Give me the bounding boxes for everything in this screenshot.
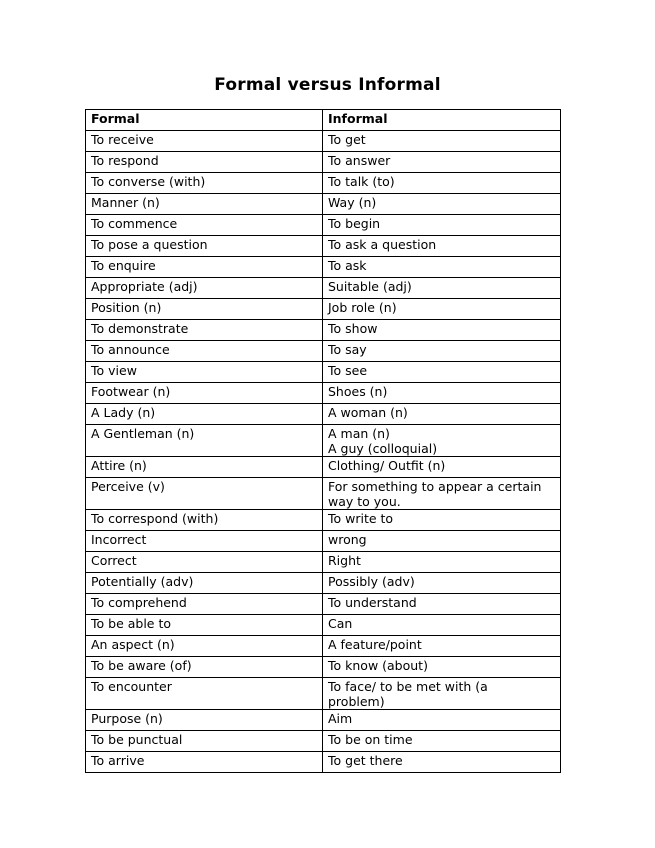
table-row bbox=[86, 341, 561, 362]
informal-text: To know (about) bbox=[328, 658, 428, 673]
informal-text: Aim bbox=[328, 711, 353, 726]
formal-cell bbox=[86, 615, 323, 636]
informal-cell bbox=[323, 194, 561, 215]
formal-text: Position (n) bbox=[91, 300, 162, 315]
informal-cell bbox=[323, 383, 561, 404]
informal-cell bbox=[323, 731, 561, 752]
formal-text: To encounter bbox=[91, 679, 172, 694]
formal-text: An aspect (n) bbox=[91, 637, 175, 652]
formal-text: Correct bbox=[91, 553, 137, 568]
table-row bbox=[86, 510, 561, 531]
table-row bbox=[86, 678, 561, 710]
informal-cell bbox=[323, 573, 561, 594]
informal-cell bbox=[323, 215, 561, 236]
informal-text: A man (n) bbox=[328, 426, 390, 441]
informal-cell bbox=[323, 404, 561, 425]
informal-cell bbox=[323, 510, 561, 531]
table-row bbox=[86, 457, 561, 478]
informal-text: To say bbox=[328, 342, 367, 357]
table-row bbox=[86, 131, 561, 152]
informal-cell bbox=[323, 341, 561, 362]
informal-text: A woman (n) bbox=[328, 405, 408, 420]
formal-text: To comprehend bbox=[91, 595, 187, 610]
formal-text: To demonstrate bbox=[91, 321, 189, 336]
informal-cell bbox=[323, 636, 561, 657]
formal-text: To be aware (of) bbox=[91, 658, 192, 673]
table-row bbox=[86, 552, 561, 573]
informal-cell bbox=[323, 752, 561, 773]
formal-text: To correspond (with) bbox=[91, 511, 219, 526]
informal-cell bbox=[323, 615, 561, 636]
informal-text: Possibly (adv) bbox=[328, 574, 415, 589]
formal-text: To view bbox=[91, 363, 137, 378]
table-row bbox=[86, 636, 561, 657]
table-row bbox=[86, 531, 561, 552]
table-row bbox=[86, 404, 561, 425]
table-row bbox=[86, 710, 561, 731]
table-row bbox=[86, 278, 561, 299]
informal-cell bbox=[323, 531, 561, 552]
informal-text: Job role (n) bbox=[328, 300, 397, 315]
formal-cell bbox=[86, 320, 323, 341]
informal-text: Way (n) bbox=[328, 195, 377, 210]
formal-cell bbox=[86, 731, 323, 752]
informal-text: To answer bbox=[328, 153, 391, 168]
formal-cell bbox=[86, 299, 323, 320]
informal-cell bbox=[323, 173, 561, 194]
formal-cell bbox=[86, 636, 323, 657]
table-row bbox=[86, 752, 561, 773]
table-row bbox=[86, 573, 561, 594]
informal-text: To see bbox=[328, 363, 368, 378]
table-row bbox=[86, 478, 561, 510]
informal-cell bbox=[323, 425, 561, 457]
formal-text: A Lady (n) bbox=[91, 405, 156, 420]
informal-text: Right bbox=[328, 553, 361, 568]
formal-text: To be able to bbox=[91, 616, 172, 631]
informal-text: To ask a question bbox=[328, 237, 437, 252]
formal-text: Footwear (n) bbox=[91, 384, 171, 399]
table-row bbox=[86, 194, 561, 215]
formal-cell bbox=[86, 478, 323, 510]
formal-cell bbox=[86, 257, 323, 278]
table-row bbox=[86, 152, 561, 173]
formal-cell bbox=[86, 236, 323, 257]
formal-cell bbox=[86, 573, 323, 594]
table-row bbox=[86, 257, 561, 278]
formal-cell bbox=[86, 425, 323, 457]
formal-text: To be punctual bbox=[91, 732, 183, 747]
formal-text: To commence bbox=[91, 216, 178, 231]
formal-text: To enquire bbox=[91, 258, 156, 273]
informal-text: To begin bbox=[328, 216, 381, 231]
formal-cell bbox=[86, 341, 323, 362]
formal-text: To arrive bbox=[91, 753, 145, 768]
informal-cell bbox=[323, 710, 561, 731]
informal-text: To ask bbox=[328, 258, 367, 273]
informal-text: Clothing/ Outfit (n) bbox=[328, 458, 446, 473]
formal-cell bbox=[86, 362, 323, 383]
informal-text: To talk (to) bbox=[328, 174, 395, 189]
informal-text: Suitable (adj) bbox=[328, 279, 412, 294]
header-informal: Informal bbox=[323, 110, 561, 131]
informal-cell bbox=[323, 457, 561, 478]
formal-cell bbox=[86, 678, 323, 710]
formal-cell bbox=[86, 404, 323, 425]
informal-text: Can bbox=[328, 616, 353, 631]
table-header-row bbox=[86, 110, 561, 131]
formal-cell bbox=[86, 173, 323, 194]
formal-text: Perceive (v) bbox=[91, 479, 165, 494]
formal-text: Purpose (n) bbox=[91, 711, 163, 726]
formal-text: Manner (n) bbox=[91, 195, 160, 210]
formal-cell bbox=[86, 710, 323, 731]
formal-informal-table bbox=[85, 109, 561, 773]
formal-text: Attire (n) bbox=[91, 458, 147, 473]
formal-cell bbox=[86, 594, 323, 615]
informal-text: problem) bbox=[328, 694, 385, 709]
formal-cell bbox=[86, 552, 323, 573]
informal-text: A feature/point bbox=[328, 637, 422, 652]
table-body bbox=[86, 131, 561, 773]
formal-cell bbox=[86, 457, 323, 478]
table-row bbox=[86, 362, 561, 383]
formal-cell bbox=[86, 215, 323, 236]
informal-cell bbox=[323, 657, 561, 678]
formal-cell bbox=[86, 510, 323, 531]
informal-cell bbox=[323, 362, 561, 383]
informal-text: Shoes (n) bbox=[328, 384, 388, 399]
informal-cell bbox=[323, 478, 561, 510]
table-row bbox=[86, 215, 561, 236]
formal-text: To announce bbox=[91, 342, 170, 357]
informal-text: To understand bbox=[328, 595, 417, 610]
informal-cell bbox=[323, 594, 561, 615]
informal-text: way to you. bbox=[328, 494, 401, 509]
formal-cell bbox=[86, 657, 323, 678]
informal-text: To write to bbox=[328, 511, 394, 526]
table-row bbox=[86, 173, 561, 194]
formal-cell bbox=[86, 752, 323, 773]
formal-text: Appropriate (adj) bbox=[91, 279, 198, 294]
formal-text: To converse (with) bbox=[91, 174, 206, 189]
table-row bbox=[86, 615, 561, 636]
table-row bbox=[86, 236, 561, 257]
formal-cell bbox=[86, 278, 323, 299]
page-title: Formal versus Informal bbox=[214, 75, 441, 95]
informal-cell bbox=[323, 257, 561, 278]
informal-cell bbox=[323, 278, 561, 299]
formal-cell bbox=[86, 152, 323, 173]
informal-text: A guy (colloquial) bbox=[328, 441, 438, 456]
table-row bbox=[86, 594, 561, 615]
formal-text: A Gentleman (n) bbox=[91, 426, 195, 441]
formal-cell bbox=[86, 531, 323, 552]
table-row bbox=[86, 425, 561, 457]
formal-cell bbox=[86, 383, 323, 404]
informal-cell bbox=[323, 299, 561, 320]
informal-text: wrong bbox=[328, 532, 367, 547]
table-row bbox=[86, 320, 561, 341]
formal-cell bbox=[86, 131, 323, 152]
table-row bbox=[86, 731, 561, 752]
informal-text: To show bbox=[328, 321, 378, 336]
formal-text: To pose a question bbox=[91, 237, 208, 252]
informal-cell bbox=[323, 131, 561, 152]
table-row bbox=[86, 299, 561, 320]
formal-cell bbox=[86, 194, 323, 215]
formal-text: To receive bbox=[91, 132, 154, 147]
informal-cell bbox=[323, 152, 561, 173]
table-row bbox=[86, 383, 561, 404]
informal-cell bbox=[323, 320, 561, 341]
informal-text: To get there bbox=[328, 753, 403, 768]
informal-cell bbox=[323, 236, 561, 257]
formal-text: To respond bbox=[91, 153, 159, 168]
informal-text: To face/ to be met with (a bbox=[328, 679, 488, 694]
informal-text: For something to appear a certain bbox=[328, 479, 542, 494]
table-row bbox=[86, 657, 561, 678]
formal-text: Potentially (adv) bbox=[91, 574, 194, 589]
informal-text: To be on time bbox=[328, 732, 413, 747]
header-formal: Formal bbox=[86, 110, 323, 131]
formal-text: Incorrect bbox=[91, 532, 147, 547]
informal-cell bbox=[323, 678, 561, 710]
informal-text: To get bbox=[328, 132, 366, 147]
informal-cell bbox=[323, 552, 561, 573]
